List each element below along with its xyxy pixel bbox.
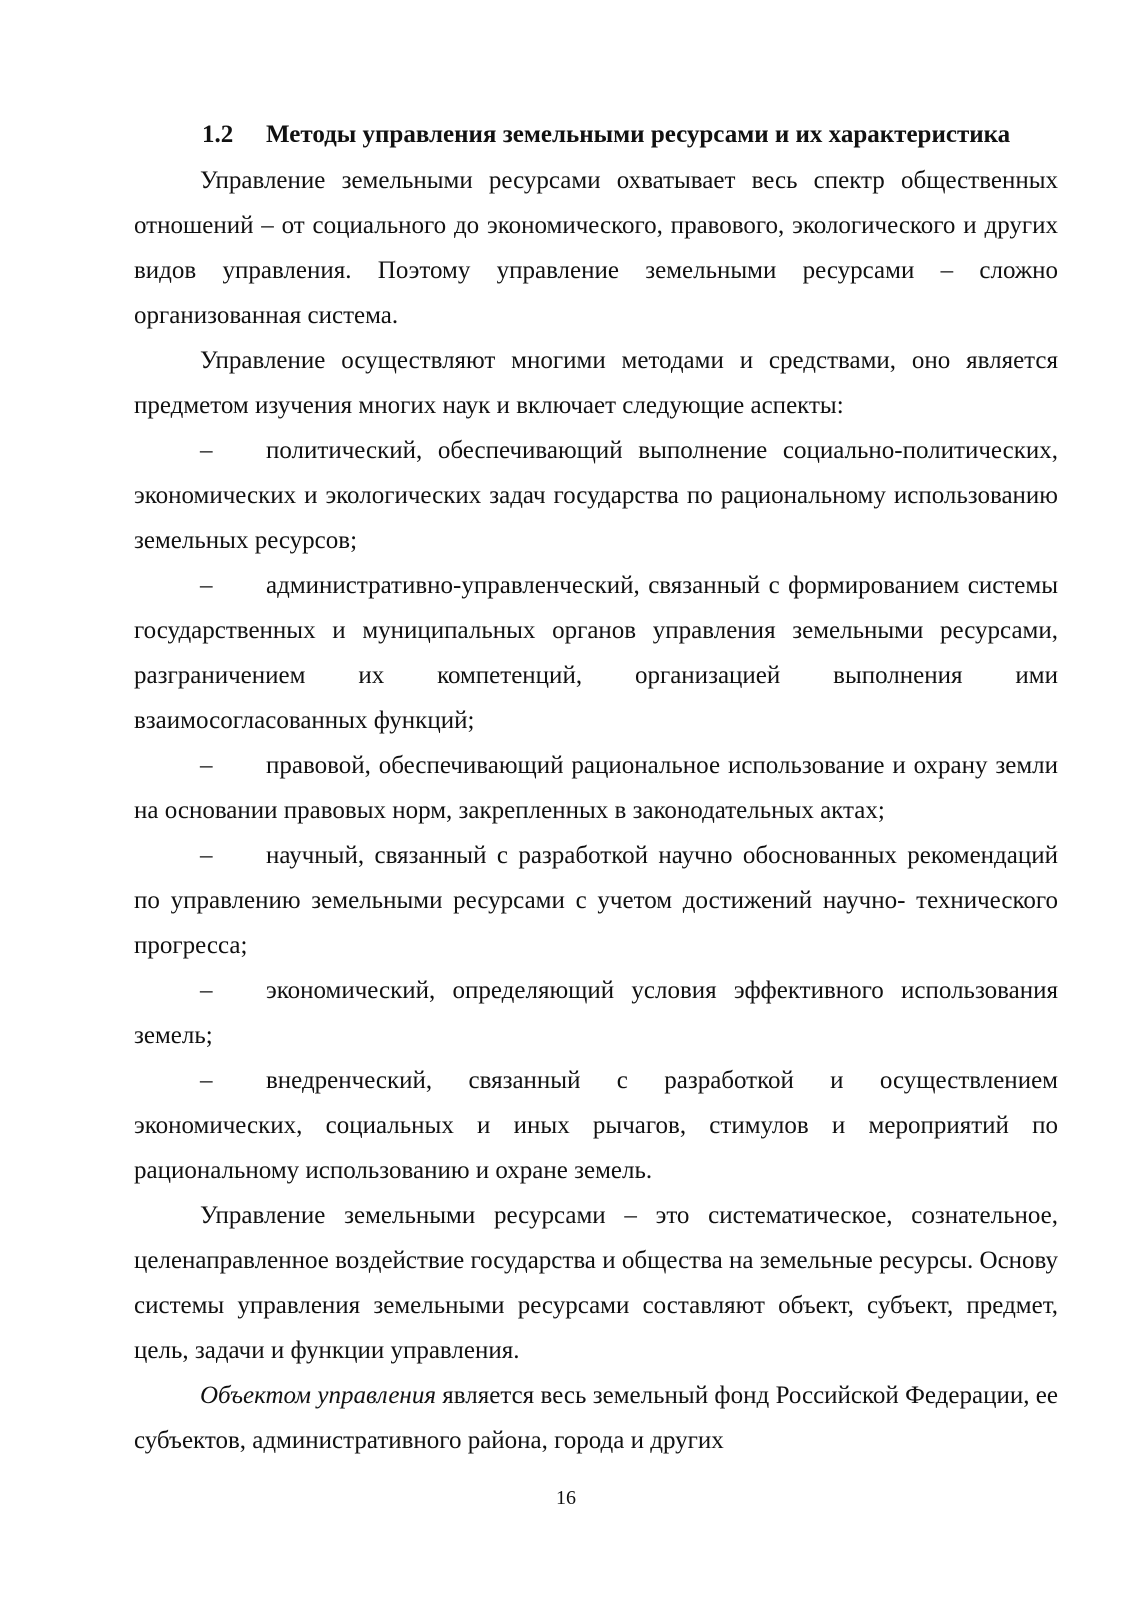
paragraph-object-text: является весь земельный фонд Российской Федерации, ее субъектов, административного района, города и других [134, 1382, 1059, 1454]
list-item-text: политический, обеспечивающий выполнение социально-политических, экономических и экологических задач государства по рациональному использованию земельных ресурсов; [134, 437, 1058, 554]
list-marker: – [200, 977, 213, 1004]
list-item [134, 743, 1058, 833]
section-number: 1.2 [202, 121, 234, 148]
paragraph-intro: Управление земельными ресурсами охватывает весь спектр общественных отношений – от социального до экономического, правового, экологического и других видов управления. Поэтому управление земельными ресурсами – сложно организованная система. [134, 167, 1058, 329]
list-item [134, 1058, 1058, 1193]
list-item [134, 833, 1058, 968]
list-marker: – [200, 752, 213, 779]
list-marker: – [200, 842, 213, 869]
list-item-text: административно-управленческий, связанный с формированием системы государственных и муниципальных органов управления земельными ресурсами, разграничением их компетенций, организацией выполнения ими взаимосогласованных функций; [134, 572, 1058, 734]
list-item [134, 428, 1058, 563]
page-content [134, 112, 1058, 1463]
list-item-text: внедренческий, связанный с разработкой и осуществлением экономических, социальных и иных рычагов, стимулов и мероприятий по рациональному использованию и охране земель. [134, 1067, 1058, 1184]
list-item [134, 968, 1058, 1058]
italic-term: Объектом управления [200, 1382, 436, 1409]
paragraph-aspects-intro: Управление осуществляют многими методами и средствами, оно является предметом изучения многих наук и включает следующие аспекты: [134, 347, 1058, 419]
list-item-text: экономический, определяющий условия эффективного использования земель; [134, 977, 1058, 1049]
list-item-text: научный, связанный с разработкой научно обоснованных рекомендаций по управлению земельными ресурсами с учетом достижений научно- технического прогресса; [134, 842, 1058, 959]
list-item [134, 563, 1058, 743]
list-item-text: правовой, обеспечивающий рациональное использование и охрану земли на основании правовых норм, закрепленных в законодательных актах; [134, 752, 1058, 824]
paragraph-object [134, 1373, 1058, 1463]
list-marker: – [200, 572, 213, 599]
section-heading [202, 112, 1058, 158]
aspects-list [134, 428, 1058, 1193]
section-title: Методы управления земельными ресурсами и их характеристика [266, 121, 1011, 148]
list-marker: – [200, 1067, 213, 1094]
page-number: 16 [556, 1487, 576, 1509]
list-marker: – [200, 437, 213, 464]
paragraph-definition: Управление земельными ресурсами – это систематическое, сознательное, целенаправленное воздействие государства и общества на земельные ресурсы. Основу системы управления земельными ресурсами составляют объект, субъект, предмет, цель, задачи и функции управления. [134, 1202, 1058, 1364]
